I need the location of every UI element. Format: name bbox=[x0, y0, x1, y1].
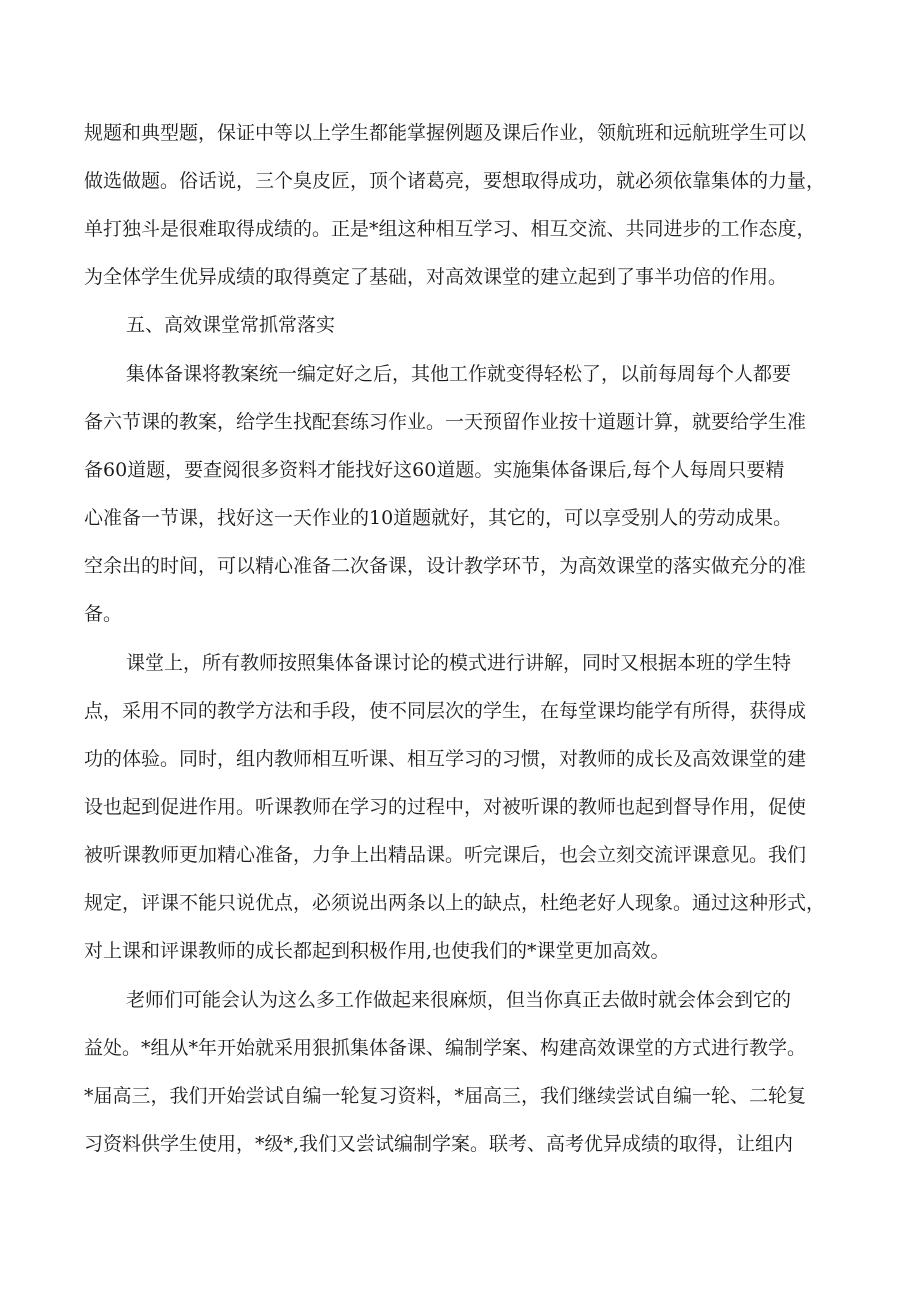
text-line bbox=[0, 214, 920, 244]
line-text: 点，采用不同的教学方法和手段，使不同层次的学生，在每堂课均能学有所得，获得成 bbox=[84, 700, 807, 722]
line-text: 规定，评课不能只说优点，必须说出两条以上的缺点，杜绝老好人现象。通过这种形式， bbox=[84, 892, 826, 914]
line-text: 设也起到促进作用。听课教师在学习的过程中，对被听课的教师也起到督导作用，促使 bbox=[84, 796, 807, 818]
line-text: 益处。*组从*年开始就采用狠抓集体备课、编制学案、构建高效课堂的方式进行教学。 bbox=[84, 1037, 807, 1059]
line-text: 老师们可能会认为这么多工作做起来很麻烦，但当你真正去做时就会体会到它的 bbox=[126, 989, 792, 1011]
line-text: 备60道题，要查阅很多资料才能找好这60道题。实施集体备课后,每个人每周只要精 bbox=[84, 459, 785, 481]
text-line bbox=[0, 359, 920, 389]
line-text: 习资料供学生使用，*级*,我们又尝试编制学案。联考、高考优异成绩的取得，让组内 bbox=[84, 1133, 794, 1155]
line-text: 为全体学生优异成绩的取得奠定了基础，对高效课堂的建立起到了事半功倍的作用。 bbox=[84, 266, 788, 288]
text-line bbox=[0, 1081, 920, 1111]
text-line bbox=[0, 166, 920, 196]
line-text: 做选做题。俗话说，三个臭皮匠，顶个诸葛亮，要想取得成功，就必须依靠集体的力量， bbox=[84, 170, 826, 192]
text-line bbox=[0, 696, 920, 726]
text-line bbox=[0, 407, 920, 437]
line-text: 单打独斗是很难取得成绩的。正是*组这种相互学习、相互交流、共同进步的工作态度， bbox=[84, 218, 816, 240]
text-line bbox=[0, 985, 920, 1015]
line-text: 备六节课的教案，给学生找配套练习作业。一天预留作业按十道题计算，就要给学生准 bbox=[84, 411, 807, 433]
line-text: 课堂上，所有教师按照集体备课讨论的模式进行讲解，同时又根据本班的学生特 bbox=[126, 652, 792, 674]
line-text: *届高三，我们开始尝试自编一轮复习资料，*届高三，我们继续尝试自编一轮、二轮复 bbox=[84, 1085, 807, 1107]
section-heading bbox=[0, 310, 920, 340]
line-text: 对上课和评课教师的成长都起到积极作用,也使我们的*课堂更加高效。 bbox=[84, 940, 670, 962]
text-line bbox=[0, 744, 920, 774]
text-line bbox=[0, 599, 920, 629]
text-line bbox=[0, 792, 920, 822]
line-text: 集体备课将教案统一编定好之后，其他工作就变得轻松了，以前每周每个人都要 bbox=[126, 363, 792, 385]
line-text: 心准备一节课，找好这一天作业的10道题就好，其它的，可以享受别人的劳动成果。 bbox=[84, 507, 793, 529]
text-line bbox=[0, 503, 920, 533]
text-line bbox=[0, 936, 920, 966]
line-text: 备。 bbox=[84, 603, 123, 625]
line-text: 规题和典型题，保证中等以上学生都能掌握例题及课后作业，领航班和远航班学生可以 bbox=[84, 122, 807, 144]
section-heading-text: 五、高效课堂常抓常落实 bbox=[126, 314, 336, 336]
text-line bbox=[0, 1129, 920, 1159]
text-line bbox=[0, 888, 920, 918]
line-text: 被听课教师更加精心准备，力争上出精品课。听完课后，也会立刻交流评课意见。我们 bbox=[84, 844, 807, 866]
text-line bbox=[0, 455, 920, 485]
text-line bbox=[0, 551, 920, 581]
line-text: 空余出的时间，可以精心准备二次备课，设计教学环节，为高效课堂的落实做充分的准 bbox=[84, 555, 807, 577]
text-line bbox=[0, 840, 920, 870]
text-line bbox=[0, 262, 920, 292]
text-line bbox=[0, 118, 920, 148]
text-line bbox=[0, 648, 920, 678]
line-text: 功的体验。同时，组内教师相互听课、相互学习的习惯，对教师的成长及高效课堂的建 bbox=[84, 748, 807, 770]
text-line bbox=[0, 1033, 920, 1063]
